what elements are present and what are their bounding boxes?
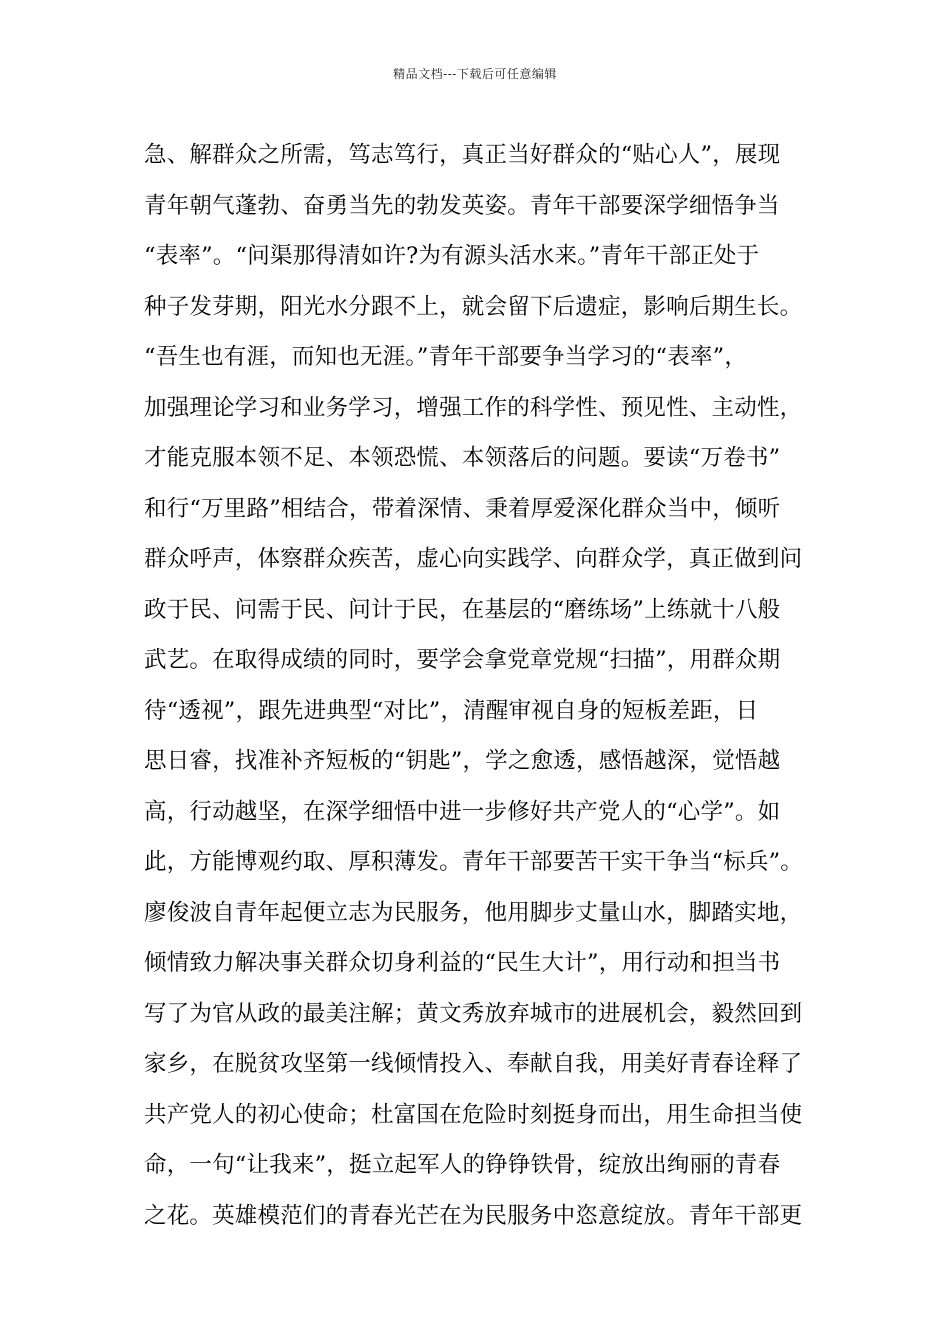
body-paragraph bbox=[144, 130, 824, 1241]
text-line: 廖俊波自青年起便立志为民服务，他用脚步丈量山水，脚踏实地， bbox=[144, 899, 803, 926]
text-line: 武艺。在取得成绩的同时，要学会拿党章党规“扫描”，用群众期 bbox=[144, 647, 781, 673]
text-line: 和行“万里路”相结合，带着深情、秉着厚爱深化群众当中，倾听 bbox=[144, 495, 781, 522]
text-line: 命，一句“让我来”，挺立起军人的铮铮铁骨，绽放出绚丽的青春 bbox=[144, 1152, 781, 1178]
text-line: 种子发芽期，阳光水分跟不上，就会留下后遗症，影响后期生长。 bbox=[144, 293, 803, 320]
text-line: 思日睿，找准补齐短板的“钥匙”，学之愈透，感悟越深，觉悟越 bbox=[144, 748, 781, 774]
text-line: 之花。英雄模范们的青春光芒在为民服务中恣意绽放。青年干部更 bbox=[144, 1202, 803, 1229]
text-line: 政于民、问需于民、问计于民，在基层的“磨练场”上练就十八般 bbox=[144, 596, 781, 623]
text-line: “吾生也有涯，而知也无涯。”青年干部要争当学习的“表率”， bbox=[144, 344, 748, 370]
text-line: 急、解群众之所需，笃志笃行，真正当好群众的“贴心人”，展现 bbox=[144, 142, 781, 168]
text-line: 共产党人的初心使命；杜富国在危险时刻挺身而出，用生命担当使 bbox=[144, 1101, 803, 1128]
text-line: 待“透视”，跟先进典型“对比”，清醒审视自身的短板差距，日 bbox=[144, 697, 759, 724]
text-line: 家乡，在脱贫攻坚第一线倾情投入、奉献自我，用美好青春诠释了 bbox=[144, 1051, 803, 1077]
page-header: 精品文档---下载后可任意编辑 bbox=[393, 67, 557, 81]
text-line: 高，行动越坚，在深学细悟中进一步修好共产党人的“心学”。如 bbox=[144, 798, 781, 825]
text-line: “表率”。“问渠那得清如许?为有源头活水来。”青年干部正处于 bbox=[144, 243, 760, 269]
text-line: 才能克服本领不足、本领恐慌、本领落后的问题。要读“万卷书” bbox=[144, 445, 781, 471]
text-line: 青年朝气蓬勃、奋勇当先的勃发英姿。青年干部要深学细悟争当 bbox=[144, 192, 780, 219]
text-line: 群众呼声，体察群众疾苦，虚心向实践学、向群众学，真正做到问 bbox=[144, 546, 803, 572]
text-line: 加强理论学习和业务学习，增强工作的科学性、预见性、主动性， bbox=[144, 394, 803, 421]
text-line: 写了为官从政的最美注解；黄文秀放弃城市的进展机会，毅然回到 bbox=[144, 1000, 803, 1027]
text-line: 此，方能博观约取、厚积薄发。青年干部要苦干实干争当“标兵”。 bbox=[144, 849, 804, 875]
text-line: 倾情致力解决事关群众切身利益的“民生大计”，用行动和担当书 bbox=[144, 950, 781, 976]
